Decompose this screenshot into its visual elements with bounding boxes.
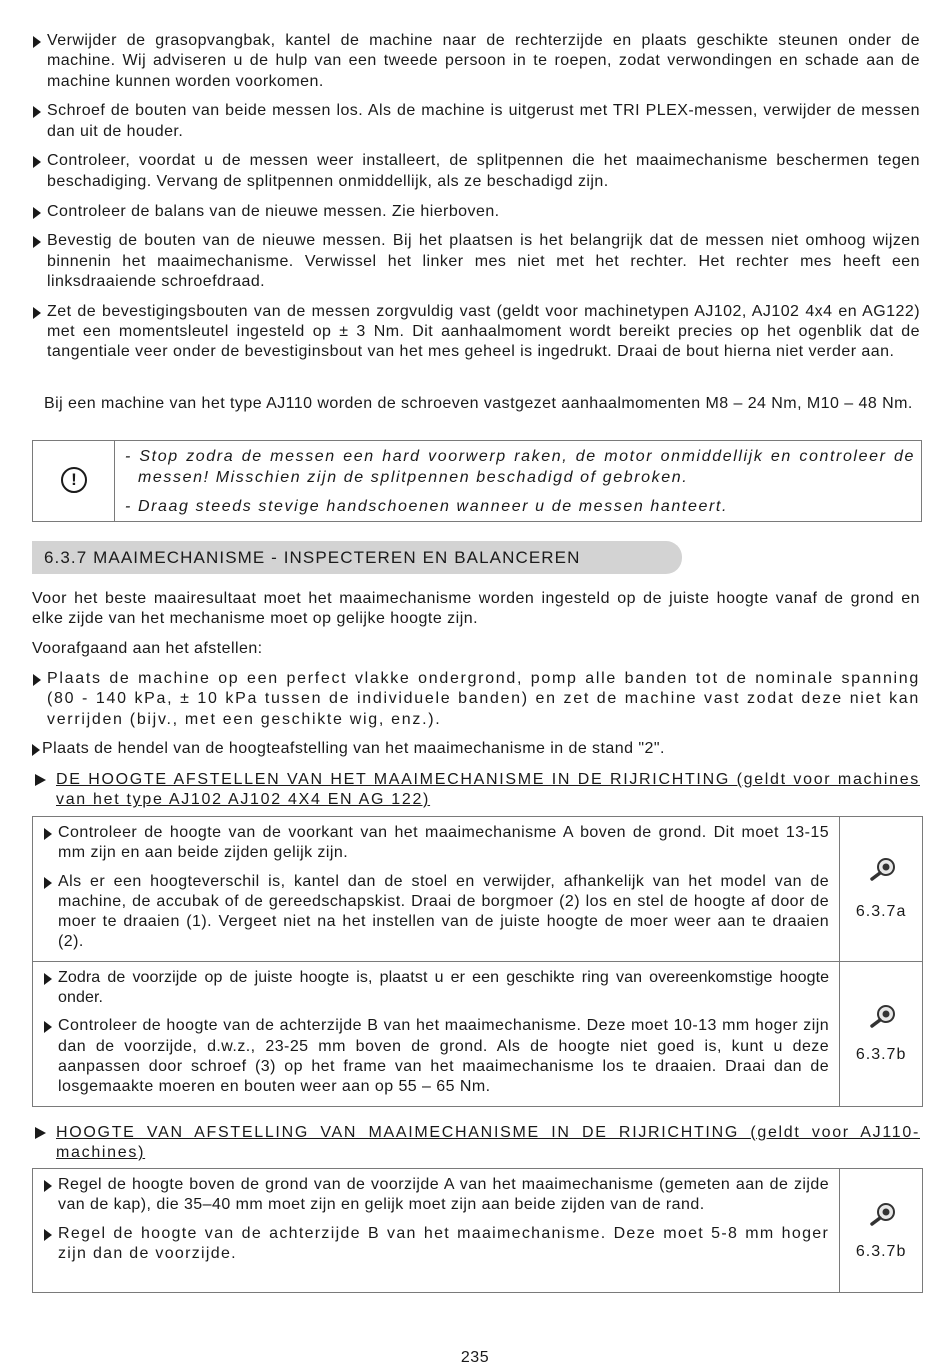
bullet-arrow-icon (44, 828, 52, 840)
bullet-arrow-icon (44, 973, 52, 985)
list-item: Controleer de balans van de nieuwe messen. Zie hierboven. (32, 202, 920, 222)
preparation-list (32, 669, 920, 769)
figure-ref: 6.3.7b (855, 1243, 907, 1260)
list-item: Verwijder de grasopvangbak, kantel de machine naar de rechterzijde en plaats geschikte steunen onder de machine. Wij adviseren u de hulp van een tweede persoon in te roepen, zodat verwondingen en schade aan de machine kunnen worden voorkomen. (32, 31, 920, 92)
warning-text (125, 447, 915, 527)
table-row (33, 817, 923, 962)
bullet-arrow-icon (44, 877, 52, 889)
bullet-arrow-icon (44, 1180, 52, 1192)
procedure-table (32, 1168, 923, 1293)
list-item: Zodra de voorzijde op de juiste hoogte is, plaatst u er een geschikte ring van overeenkomstige hoogte onder. (43, 968, 829, 1009)
section-title: 6.3.7 MAAIMECHANISME - INSPECTEREN EN BALANCEREN (32, 541, 682, 574)
magnifier-icon (868, 857, 898, 881)
bullet-arrow-icon (33, 36, 41, 48)
list-item: Controleer de hoogte van de achterzijde B van het maaimechanisme. Deze moet 10-13 mm hoger zijn dan de voorzijde, d.w.z., 23-25 mm boven de grond. Als de hoogte niet goed is, kunt u deze aanpassen door schroef (3) op het frame van het maaimechanisme los te draaien. Draai dan de losgemaakte moeren en bouten weer aan op 55 – 65 Nm. (43, 1016, 829, 1097)
warning-box (32, 440, 922, 522)
subsection-heading: HOOGTE VAN AFSTELLING VAN MAAIMECHANISME IN DE RIJRICHTING (geldt voor AJ110-machines) (32, 1123, 920, 1164)
list-item: Plaats de hendel van de hoogteafstelling van het maaimechanisme in de stand "2". (32, 739, 920, 759)
bullet-arrow-icon (44, 1229, 52, 1241)
bullet-arrow-icon (33, 236, 41, 248)
bullet-arrow-icon (33, 207, 41, 219)
procedure-cell (33, 1169, 840, 1293)
list-item: Bevestig de bouten van de nieuwe messen. Bij het plaatsen is het belangrijk dat de messen niet omhoog wijzen binnenin het maaimechanisme. Verwissel het linker mes niet met het rechter. Het rechter mes heeft een linksdraaiende schroefdraad. (32, 231, 920, 292)
figure-ref-cell (840, 961, 923, 1106)
figure-ref-cell (840, 1169, 923, 1293)
warning-icon-cell (33, 441, 115, 521)
exclamation-circle-icon: ! (61, 467, 87, 493)
bullet-arrow-icon (33, 307, 41, 319)
magnifier-icon (868, 1004, 898, 1028)
figure-ref: 6.3.7b (855, 1045, 907, 1063)
instruction-list (32, 31, 920, 372)
procedure-cell (33, 961, 840, 1106)
bullet-arrow-icon (32, 744, 40, 756)
bullet-arrow-icon (44, 1021, 52, 1033)
intro-paragraph: Voor het beste maairesultaat moet het maaimechanisme worden ingesteld op de juiste hoogte vanaf de grond en elke zijde van het mechanisme moet op gelijke hoogte zijn. (32, 590, 920, 628)
table-row (33, 961, 923, 1106)
subsection-heading: DE HOOGTE AFSTELLEN VAN HET MAAIMECHANISME IN DE RIJRICHTING (geldt voor machines van het type AJ102 AJ102 4X4 EN AG 122) (32, 770, 920, 811)
page-number: 235 (460, 1349, 490, 1366)
figure-ref-cell (840, 817, 923, 962)
heading-arrow-icon (35, 774, 46, 786)
procedure-cell (33, 817, 840, 962)
bullet-arrow-icon (33, 106, 41, 118)
list-item: Schroef de bouten van beide messen los. Als de machine is uitgerust met TRI PLEX-messen, verwijder de messen dan uit de houder. (32, 101, 920, 142)
procedure-table (32, 816, 923, 1107)
heading-arrow-icon (35, 1127, 46, 1139)
list-item: Controleer, voordat u de messen weer installeert, de splitpennen die het maaimechanisme beschermen tegen beschadiging. Vervang de splitpennen onmiddellijk, als ze beschadigd zijn. (32, 151, 920, 192)
aj110-torque-note: Bij een machine van het type AJ110 worden de schroeven vastgezet aanhaalmomenten M8 – 24 Nm, M10 – 48 Nm. (44, 395, 913, 412)
magnifier-icon (868, 1202, 898, 1226)
figure-ref: 6.3.7a (855, 903, 907, 920)
warning-line: - Draag steeds stevige handschoenen wanneer u de messen hanteert. (125, 498, 728, 515)
bullet-arrow-icon (33, 674, 41, 686)
list-item: Regel de hoogte boven de grond van de voorzijde A van het maaimechanisme (gemeten aan de zijde van de kap), die 35–40 mm moet zijn en gelijk moet zijn aan beide zijden van de rand. (43, 1175, 829, 1216)
list-item: Regel de hoogte van de achterzijde B van het maaimechanisme. Deze moet 5-8 mm hoger zijn dan de voorzijde. (43, 1224, 829, 1265)
list-item: Als er een hoogteverschil is, kantel dan de stoel en verwijder, afhankelijk van het model van de machine, de accubak of de gereedschapskist. Draai de borgmoer (2) los en stel de hoogte af door de moer te draaien (1). Vergeet niet na het instellen van de juiste hoogte de moer weer aan te draaien (2). (43, 872, 829, 953)
preparation-label: Voorafgaand aan het afstellen: (32, 640, 263, 657)
list-item: Plaats de machine op een perfect vlakke ondergrond, pomp alle banden tot de nominale spanning (80 - 140 kPa, ± 10 kPa tussen de individuele banden) en zet de machine vast zodat deze niet kan verrijden (bijv., met een geschikte wig, enz.). (32, 669, 920, 730)
list-item: Controleer de hoogte van de voorkant van het maaimechanisme A boven de grond. Dit moet 13-15 mm zijn en aan beide zijden gelijk zijn. (43, 823, 829, 864)
warning-line: - Stop zodra de messen een hard voorwerp raken, de motor onmiddellijk en controleer de messen! Misschien zijn de splitpennen beschadigd of gebroken. (125, 448, 915, 486)
bullet-arrow-icon (33, 156, 41, 168)
list-item: Zet de bevestigingsbouten van de messen zorgvuldig vast (geldt voor machinetypen AJ102, AJ102 4x4 en AG122) met een momentsleutel ingesteld op ± 3 Nm. Dit aanhaalmoment wordt bereikt precies op het ogenblik dat de tangentiale veer onder de bevestiginsbout van het mes geheel is ingedrukt. Draai de bout hierna niet verder aan. (32, 302, 920, 363)
table-row (33, 1169, 923, 1293)
